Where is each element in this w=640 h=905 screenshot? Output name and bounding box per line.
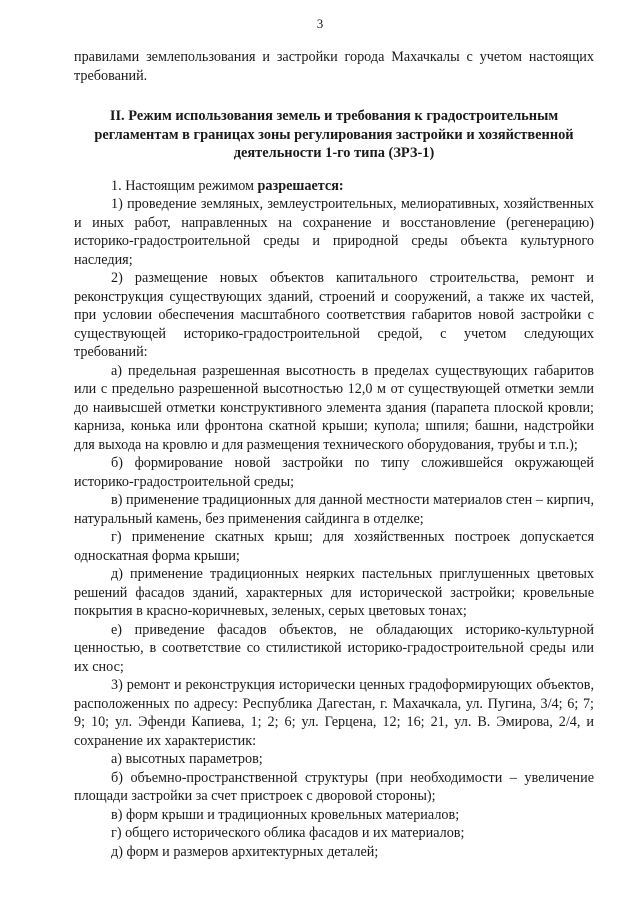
item-3e: д) форм и размеров архитектурных деталей; bbox=[111, 843, 379, 860]
item-2f: е) приведение фасадов объектов, не обладающих историко-культурной ценностью, в соответствие со стилистикой историко-градостроительной среды или их снос; bbox=[74, 621, 594, 675]
item-3c: в) форм крыши и традиционных кровельных материалов; bbox=[111, 806, 460, 823]
section-heading: II. Режим использования земель и требования к градостроительным регламентам в границах зоны регулирования застройки и хозяйственной деятельности 1-го типа (ЗРЗ-1) bbox=[94, 108, 574, 161]
item-3b: б) объемно-пространственной структуры (при необходимости – увеличение площади застройки за счет пристроек с дворовой стороны); bbox=[74, 769, 594, 804]
item-2b: б) формирование новой застройки по типу сложившейся окружающей историко-градостроительной среды; bbox=[74, 455, 594, 490]
item-3d: г) общего исторического облика фасадов и их материалов; bbox=[111, 825, 465, 841]
item-1: 1) проведение земляных, землеустроительных, мелиоративных, хозяйственных и иных работ, направленных на сохранение и восстановление (регенерацию) историко-градостроительной среды и природной среды объекта культурного наследия; bbox=[74, 196, 594, 268]
page-number: 3 bbox=[316, 16, 324, 31]
clause-1-lead: 1. Настоящим режимом bbox=[111, 177, 258, 194]
intro-paragraph: правилами землепользования и застройки города Махачкалы с учетом настоящих требований. bbox=[74, 49, 594, 84]
item-3a: а) высотных параметров; bbox=[111, 751, 263, 767]
document-body bbox=[74, 48, 594, 861]
clause-1-bold: разрешается: bbox=[257, 177, 344, 194]
item-2c: в) применение традиционных для данной местности материалов стен – кирпич, натуральный камень, без применения сайдинга в отделке; bbox=[74, 492, 594, 527]
item-2a: а) предельная разрешенная высотность в пределах существующих габаритов или с предельно разрешенной высотностью 12,0 м от существующей отметки земли до наивысшей отметки конструктивного элемента здания (парапета плоской кровли; карниза, конька или фронтона скатной крыши; купола; шпиля; башни, надстройки для выхода на кровлю и для размещения технического оборудования, трубы и т.п.); bbox=[74, 362, 594, 453]
item-2e: д) применение традиционных неярких пастельных приглушенных цветовых решений фасадов зданий, характерных для исторической застройки; кровельные покрытия в красно-коричневых, зеленых, серых цветовых тонах; bbox=[74, 566, 594, 619]
item-2d: г) применение скатных крыш; для хозяйственных построек допускается односкатная форма крыши; bbox=[74, 529, 594, 564]
item-2: 2) размещение новых объектов капитального строительства, ремонт и реконструкция существующих зданий, строений и сооружений, а также их частей, при условии обеспечения масштабного соответствия габаритов новой застройки с существующей историко-градостроительной средой, с учетом следующих требований: bbox=[74, 270, 594, 360]
item-3: 3) ремонт и реконструкция исторически ценных градоформирующих объектов, расположенных по адресу: Республика Дагестан, г. Махачкала, ул. Пугина, 3/4; 6; 7; 9; 10; ул. Эфенди Капиева, 1; 2; 6; ул. Герцена, 12; 16; 21, ул. В. Эмирова, 2/4, и сохранение их характеристик: bbox=[74, 677, 594, 749]
clause-1 bbox=[74, 177, 594, 196]
